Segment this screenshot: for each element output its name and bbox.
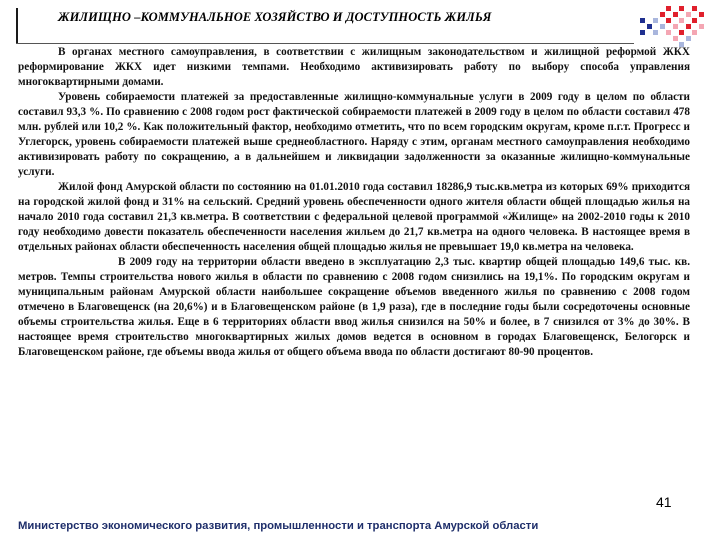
dot-grid-cell [686,12,691,17]
dot-grid-cell [666,6,671,11]
dot-grid-icon [640,6,710,50]
dot-grid-cell [653,18,658,23]
dot-grid-cell [640,30,645,35]
paragraph-housing-fund: Жилой фонд Амурской области по состоянию на 01.01.2010 года составил 18286,9 тыс.кв.метра из которых 69% приходится на городской жилой фонд и 31% на сельский. Средний уровень обеспеченности одного жителя области общей площадью жилья на начало 2010 года составил 21,3 кв.метра. В соответствии с федеральной целевой программой «Жилище» на 2002-2010 годы к 2010 году необходимо довести показатель обеспеченности населения жильем до 21,7 кв.метра на одного человека. В настоящее время в отдельных районах области обеспеченность населения общей площадью жилья не превышает 19,0 кв.метра на человека. [18,181,690,253]
dot-grid-cell [666,30,671,35]
dot-grid-cell [692,30,697,35]
dot-grid-cell [673,24,678,29]
dot-grid-cell [692,18,697,23]
dot-grid-cell [686,24,691,29]
dot-grid-cell [679,6,684,11]
dot-grid-cell [673,36,678,41]
title-underline [16,43,634,44]
dot-grid-cell [679,18,684,23]
dot-grid-cell [653,30,658,35]
paragraph-construction: В 2009 году на территории области введено в эксплуатацию 2,3 тыс. квартир общей площадью 149,6 тыс. кв. метров. Темпы строительства нового жилья в области по сравнению с 2008 годом снизились на 19,1%. По городским округам и муниципальным районам Амурской области наибольшее сокращение объемов введенного жилья по сравнению с 2008 годом отмечено в Благовещенск (на 20,6%) и в Благовещенском районе (в 1,9 раза), где в последние годы были сосредоточены основные объемы строительства жилья. Еще в 6 территориях области ввод жилья снизился на 50% и более, в 7 снизился от 3% до 30%. В настоящее время строительство многоквартирных жилых домов ведется в основном в городах Благовещенск, Белогорск и Благовещенском районе, где объемы ввода жилья от общего объема ввода по области достигают 80-90 процентов. [18,256,690,358]
dot-grid-cell [666,18,671,23]
dot-grid-cell [647,24,652,29]
dot-grid-cell [686,36,691,41]
dot-grid-cell [660,24,665,29]
dot-grid-cell [660,12,665,17]
page-number: 41 [656,494,672,510]
title-vertical-rule [16,8,18,44]
dot-grid-cell [679,30,684,35]
dot-grid-cell [692,6,697,11]
dot-grid-cell [699,12,704,17]
slide-body [18,45,690,360]
footer-ministry: Министерство экономического развития, промышленности и транспорта Амурской области [18,520,539,532]
paragraph-zhkh-reform: В органах местного самоуправления, в соответствии с жилищным законодательством и жилищной реформой ЖКХ реформирование ЖКХ идет низкими темпами. Необходимо активизировать работу по выбору способа управления многоквартирными домами. [18,46,690,88]
dot-grid-cell [640,18,645,23]
dot-grid-cell [673,12,678,17]
paragraph-payments: Уровень собираемости платежей за предоставленные жилищно-коммунальные услуги в 2009 году в целом по области составил 93,3 %. По сравнению с 2008 годом рост фактической собираемости платежей в 2009 году в целом по области составил 478 млн. рублей или 10,2 %. Как положительный фактор, необходимо отметить, что по всем городским округам, кроме п.г.т. Прогресс и Углегорск, уровень собираемости платежей выше среднеобластного. Наряду с этим, органам местного самоуправления необходимо активизировать работу по сокращению, а в дальнейшем и ликвидации задолженности за оказанные жилищно-коммунальные услуги. [18,91,690,178]
slide-title: ЖИЛИЩНО –КОММУНАЛЬНОЕ ХОЗЯЙСТВО И ДОСТУПНОСТЬ ЖИЛЬЯ [58,10,492,24]
dot-grid-cell [699,24,704,29]
